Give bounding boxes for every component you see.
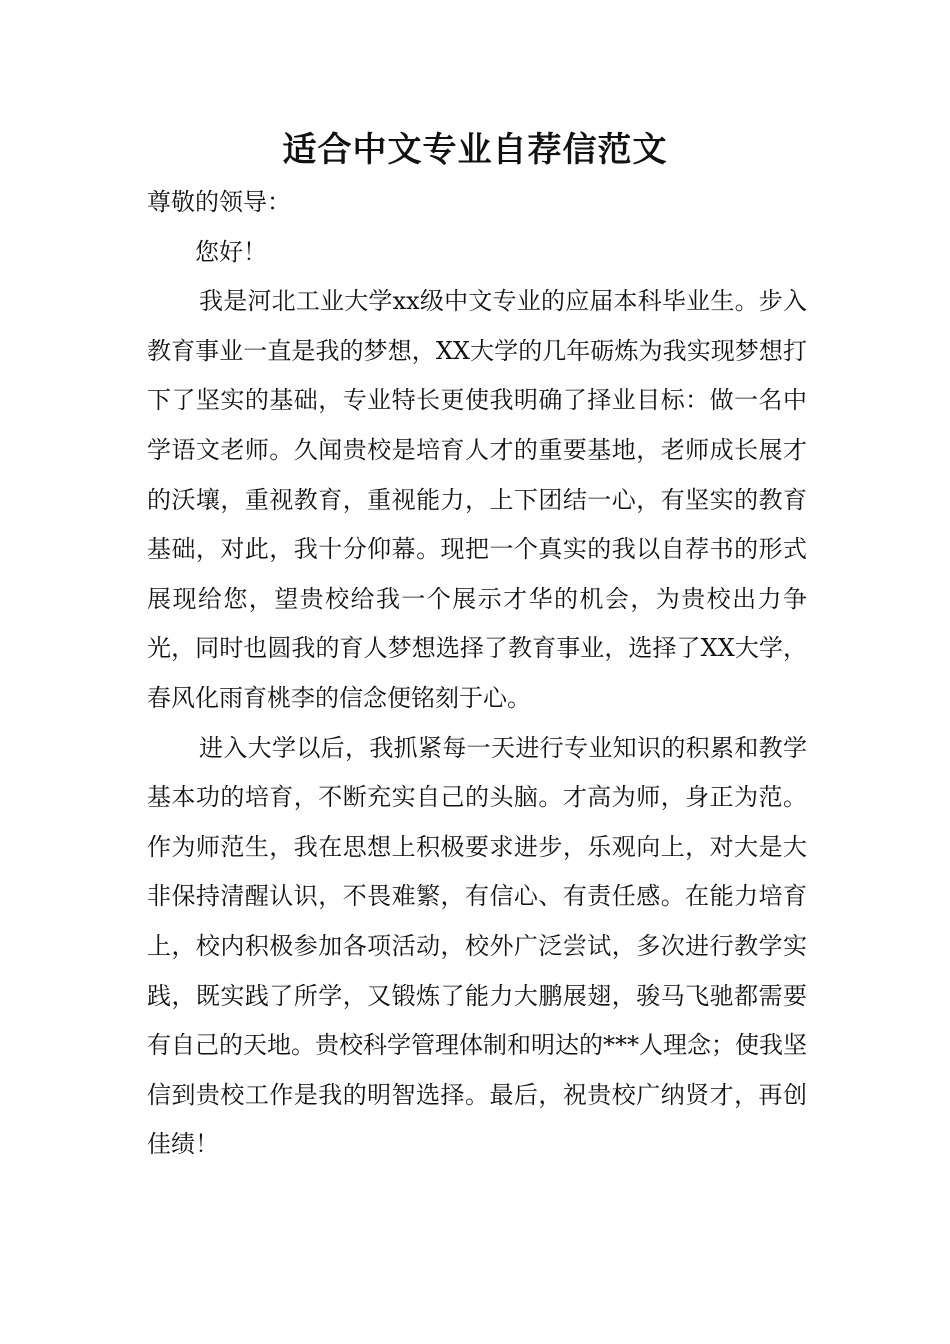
- greeting: 您好！: [195, 237, 267, 266]
- paragraph-intro: 我是河北工业大学xx级中文专业的应届本科毕业生。步入教育事业一直是我的梦想，XX大学的几年砺炼为我实现梦想打下了坚实的基础，专业特长更使我明确了择业目标：做一名中学语文老师。久闻贵校是培育人才的重要基地，老师成长展才的沃壤，重视教育，重视能力，上下团结一心，有坚实的教育基础，对此，我十分仰幕。现把一个真实的我以自荐书的形式展现给您，望贵校给我一个展示才华的机会，为贵校出力争光，同时也圆我的育人梦想选择了教育事业，选择了XX大学，春风化雨育桃李的信念便铭刻于心。: [147, 287, 807, 712]
- letter-body: [147, 178, 807, 1170]
- document-title: 适合中文专业自荐信范文: [282, 130, 668, 170]
- salutation: 尊敬的领导：: [147, 188, 291, 216]
- paragraph-university: 进入大学以后，我抓紧每一天进行专业知识的积累和教学基本功的培育，不断充实自己的头脑。才高为师，身正为范。作为师范生，我在思想上积极要求进步，乐观向上，对大是大非保持清醒认识，不畏难繁，有信心、有责任感。在能力培育上，校内积极参加各项活动，校外广泛尝试，多次进行教学实践，既实践了所学，又锻炼了能力大鹏展翅，骏马飞驰都需要有自己的天地。贵校科学管理体制和明达的***人理念；使我坚信到贵校工作是我的明智选择。最后，祝贵校广纳贤才，再创佳绩！: [147, 733, 807, 1159]
